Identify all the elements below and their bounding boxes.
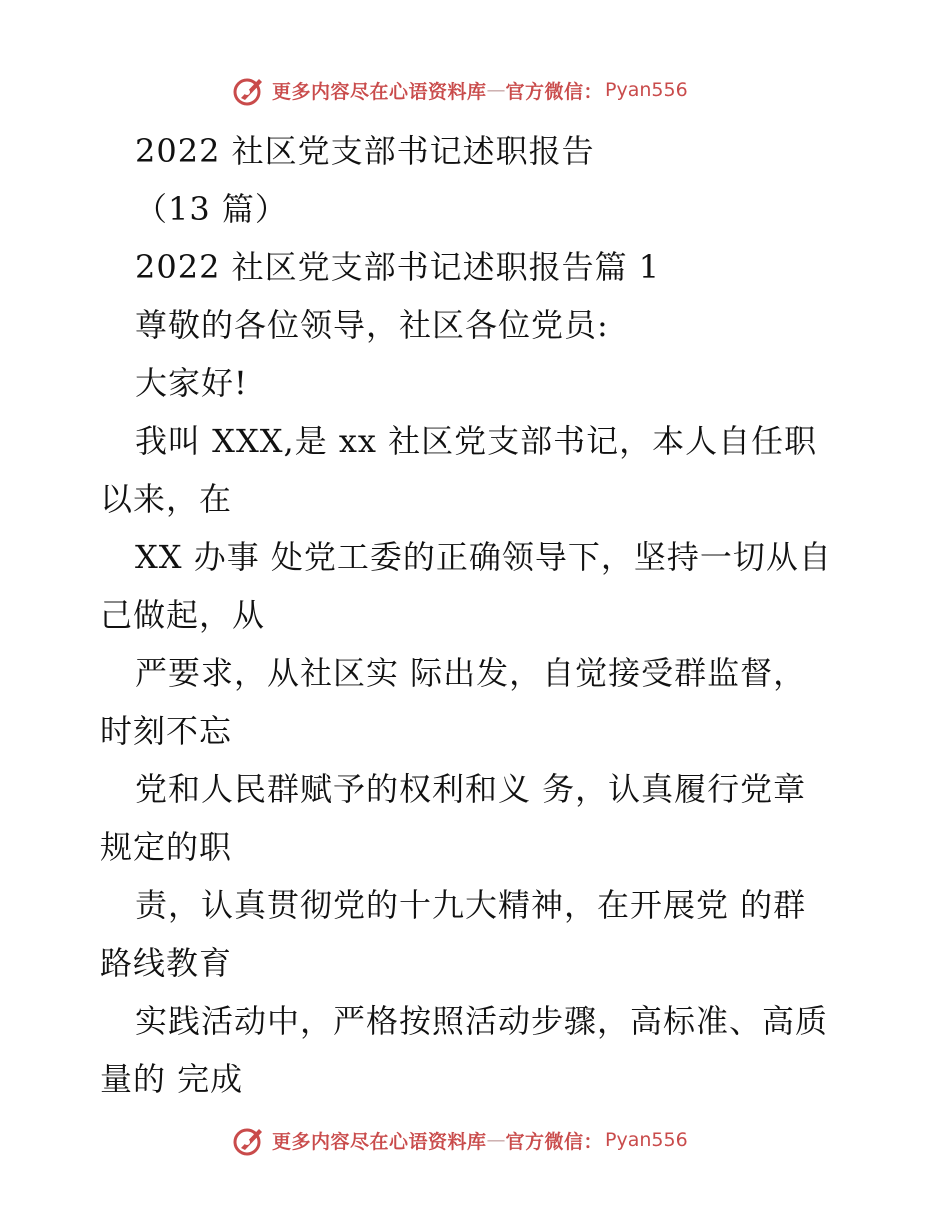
quill-pen-logo-icon xyxy=(232,1123,266,1157)
document-line: 量的 完成 xyxy=(100,1060,244,1098)
footer-watermark-banner xyxy=(232,1120,688,1160)
banner-wechat-label: 官方微信： xyxy=(505,1130,604,1153)
document-line: 规定的职 xyxy=(100,828,233,866)
document-line: 尊敬的各位领导，社区各位党员: xyxy=(135,306,609,344)
banner-wechat-label: 官方微信： xyxy=(505,80,604,103)
document-line: 实践活动中，严格按照活动步骤，高标准、高质 xyxy=(135,1002,829,1040)
banner-dash: — xyxy=(486,79,506,101)
document-line: XX 办事 处党工委的正确领导下，坚持一切从自 xyxy=(135,538,832,576)
document-line: 2022 社区党支部书记述职报告篇 1 xyxy=(135,248,661,286)
banner-site-name: 更多内容尽在心语资料库 xyxy=(272,80,487,103)
document-line: 大家好! xyxy=(135,364,248,402)
document-body xyxy=(100,122,860,1108)
document-line: 以来，在 xyxy=(100,480,233,518)
banner-wechat-id: Pyan556 xyxy=(605,1129,688,1151)
document-line: 己做起，从 xyxy=(100,596,266,634)
document-line: 时刻不忘 xyxy=(100,712,233,750)
document-line: 2022 社区党支部书记述职报告 xyxy=(135,132,595,170)
document-line: 责，认真贯彻党的十九大精神，在开展党 的群 xyxy=(135,886,807,924)
banner-site-name: 更多内容尽在心语资料库 xyxy=(272,1130,487,1153)
document-line: （13 篇） xyxy=(135,190,288,228)
document-line: 党和人民群赋予的权利和义 务，认真履行党章 xyxy=(135,770,807,808)
header-watermark-banner xyxy=(232,70,688,110)
document-line: 路线教育 xyxy=(100,944,233,982)
document-line: 严要求，从社区实 际出发，自觉接受群监督， xyxy=(135,654,807,692)
banner-dash: — xyxy=(486,1129,506,1151)
document-line: 我叫 XXX,是 xx 社区党支部书记，本人自任职 xyxy=(135,422,818,460)
quill-pen-logo-icon xyxy=(232,73,266,107)
banner-wechat-id: Pyan556 xyxy=(605,79,688,101)
